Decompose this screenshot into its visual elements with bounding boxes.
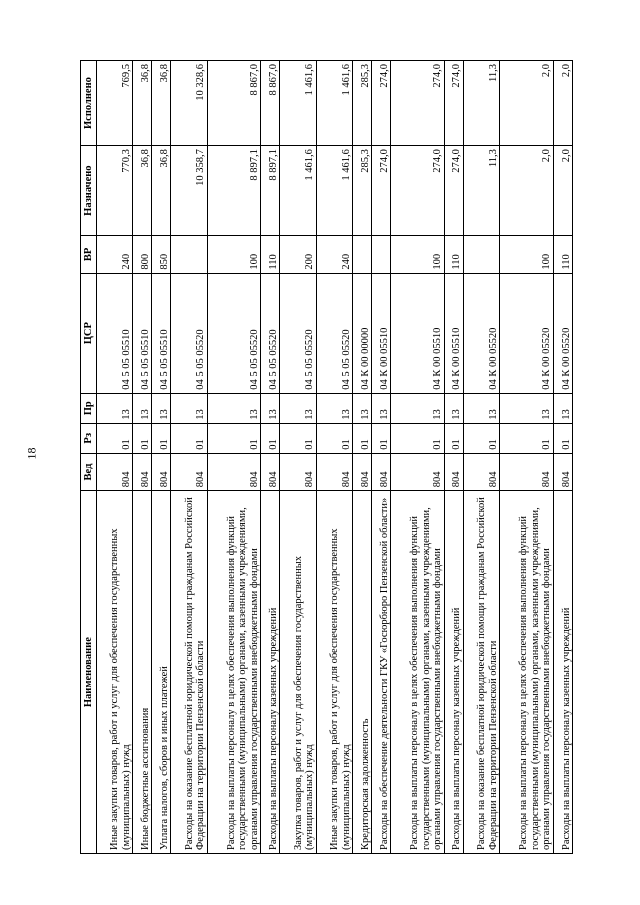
row-name: Расходы на оказание бесплатной юридической помощи гражданам Российской Федерации на территории Пензенской области [171, 491, 207, 854]
row-rz: 01 [316, 423, 352, 453]
table-row [500, 61, 554, 854]
table-row [171, 61, 207, 854]
row-ved: 804 [97, 453, 133, 491]
row-ved: 804 [500, 453, 554, 491]
table-row [97, 61, 133, 854]
row-pr: 13 [553, 393, 572, 423]
row-name: Закупка товаров, работ и услуг для обеспечения государственных (муниципальных) нужд [280, 491, 316, 854]
row-assigned: 274,0 [444, 146, 463, 236]
row-assigned: 770,3 [97, 146, 133, 236]
header-ved: Вед [81, 453, 97, 491]
table-row [372, 61, 391, 854]
row-executed: 1 461,6 [280, 61, 316, 146]
row-assigned: 2,0 [553, 146, 572, 236]
header-csr: ЦСР [81, 273, 97, 393]
row-vr: 100 [500, 236, 554, 274]
header-vr: ВР [81, 236, 97, 274]
table-row [553, 61, 572, 854]
table-row [152, 61, 171, 854]
header-assigned: Назначено [81, 146, 97, 236]
row-csr: 04 К 00 05520 [500, 273, 554, 393]
row-rz: 01 [171, 423, 207, 453]
row-pr: 13 [444, 393, 463, 423]
row-assigned: 8 897,1 [261, 146, 280, 236]
header-rz: Рз [81, 423, 97, 453]
header-pr: Пр [81, 393, 97, 423]
page-number: 18 [24, 447, 39, 460]
row-ved: 804 [316, 453, 352, 491]
row-pr: 13 [152, 393, 171, 423]
row-ved: 804 [280, 453, 316, 491]
row-name: Расходы на обеспечение деятельности ГКУ «Госюрбюро Пензенской области» [372, 491, 391, 854]
row-ved: 804 [444, 453, 463, 491]
row-assigned: 274,0 [372, 146, 391, 236]
table-row [353, 61, 372, 854]
row-name: Расходы на выплаты персоналу в целях обеспечения выполнения функций государственными (муниципальными) органами, казенными учреждениями, органами управления государственными внебюджетными фондами [207, 491, 261, 854]
row-name: Уплата налогов, сборов и иных платежей [152, 491, 171, 854]
row-executed: 274,0 [391, 61, 445, 146]
row-name: Расходы на выплаты персоналу казенных учреждений [261, 491, 280, 854]
row-pr: 13 [500, 393, 554, 423]
row-executed: 769,5 [97, 61, 133, 146]
row-csr: 04 5 05 05520 [171, 273, 207, 393]
row-csr: 04 К 00 00000 [353, 273, 372, 393]
budget-table [80, 60, 573, 854]
row-executed: 274,0 [444, 61, 463, 146]
row-csr: 04 5 05 05520 [280, 273, 316, 393]
row-ved: 804 [261, 453, 280, 491]
rotated-page [80, 60, 573, 854]
row-assigned: 8 897,1 [207, 146, 261, 236]
row-name: Иные закупки товаров, работ и услуг для обеспечения государственных (муниципальных) нужд [97, 491, 133, 854]
row-name: Расходы на выплаты персоналу в целях обеспечения выполнения функций государственными (муниципальными) органами, казенными учреждениями, органами управления государственными внебюджетными фондами [500, 491, 554, 854]
row-executed: 8 867,0 [261, 61, 280, 146]
row-assigned: 11,3 [463, 146, 499, 236]
row-vr: 100 [207, 236, 261, 274]
row-ved: 804 [553, 453, 572, 491]
row-executed: 2,0 [553, 61, 572, 146]
row-ved: 804 [463, 453, 499, 491]
row-rz: 01 [372, 423, 391, 453]
row-rz: 01 [261, 423, 280, 453]
row-executed: 2,0 [500, 61, 554, 146]
row-assigned: 10 358,7 [171, 146, 207, 236]
row-csr: 04 5 05 05510 [133, 273, 152, 393]
row-rz: 01 [500, 423, 554, 453]
row-assigned: 1 461,6 [280, 146, 316, 236]
row-vr: 110 [261, 236, 280, 274]
row-rz: 01 [280, 423, 316, 453]
row-pr: 13 [261, 393, 280, 423]
row-csr: 04 5 05 05510 [97, 273, 133, 393]
table-header-row [81, 61, 97, 854]
row-pr: 13 [353, 393, 372, 423]
row-csr: 04 К 00 05510 [391, 273, 445, 393]
row-pr: 13 [316, 393, 352, 423]
table-row [133, 61, 152, 854]
row-rz: 01 [207, 423, 261, 453]
row-ved: 804 [207, 453, 261, 491]
row-pr: 13 [97, 393, 133, 423]
row-pr: 13 [391, 393, 445, 423]
row-assigned: 36,8 [133, 146, 152, 236]
row-vr: 240 [316, 236, 352, 274]
row-rz: 01 [152, 423, 171, 453]
row-csr: 04 К 00 05510 [372, 273, 391, 393]
table-row [316, 61, 352, 854]
row-csr: 04 К 00 05510 [444, 273, 463, 393]
row-executed: 1 461,6 [316, 61, 352, 146]
row-assigned: 285,3 [353, 146, 372, 236]
row-name: Расходы на оказание бесплатной юридической помощи гражданам Российской Федерации на территории Пензенской области [463, 491, 499, 854]
row-ved: 804 [372, 453, 391, 491]
row-executed: 11,3 [463, 61, 499, 146]
row-csr: 04 5 05 05520 [261, 273, 280, 393]
row-name: Иные бюджетные ассигнования [133, 491, 152, 854]
table-row [261, 61, 280, 854]
row-executed: 285,3 [353, 61, 372, 146]
row-pr: 13 [207, 393, 261, 423]
row-assigned: 274,0 [391, 146, 445, 236]
row-assigned: 36,8 [152, 146, 171, 236]
row-executed: 8 867,0 [207, 61, 261, 146]
row-name: Иные закупки товаров, работ и услуг для обеспечения государственных (муниципальных) нужд [316, 491, 352, 854]
row-executed: 36,8 [152, 61, 171, 146]
row-vr [171, 236, 207, 274]
row-ved: 804 [353, 453, 372, 491]
row-assigned: 2,0 [500, 146, 554, 236]
row-csr: 04 5 05 05510 [152, 273, 171, 393]
row-rz: 01 [391, 423, 445, 453]
row-executed: 10 328,6 [171, 61, 207, 146]
row-csr: 04 К 00 05520 [463, 273, 499, 393]
row-assigned: 1 461,6 [316, 146, 352, 236]
header-executed: Исполнено [81, 61, 97, 146]
row-pr: 13 [280, 393, 316, 423]
row-name: Расходы на выплаты персоналу казенных учреждений [553, 491, 572, 854]
row-rz: 01 [97, 423, 133, 453]
header-name: Наименование [81, 491, 97, 854]
row-vr [463, 236, 499, 274]
row-name: Расходы на выплаты персоналу казенных учреждений [444, 491, 463, 854]
row-pr: 13 [463, 393, 499, 423]
row-vr: 240 [97, 236, 133, 274]
row-csr: 04 К 00 05520 [553, 273, 572, 393]
row-ved: 804 [391, 453, 445, 491]
row-executed: 274,0 [372, 61, 391, 146]
row-vr: 110 [553, 236, 572, 274]
row-name: Расходы на выплаты персоналу в целях обеспечения выполнения функций государственными (муниципальными) органами, казенными учреждениями, органами управления государственными внебюджетными фондами [391, 491, 445, 854]
row-ved: 804 [171, 453, 207, 491]
row-pr: 13 [372, 393, 391, 423]
table-row [207, 61, 261, 854]
row-ved: 804 [152, 453, 171, 491]
row-vr [353, 236, 372, 274]
row-rz: 01 [353, 423, 372, 453]
row-vr: 200 [280, 236, 316, 274]
row-rz: 01 [553, 423, 572, 453]
row-vr: 800 [133, 236, 152, 274]
row-vr: 110 [444, 236, 463, 274]
row-pr: 13 [133, 393, 152, 423]
table-row [280, 61, 316, 854]
row-csr: 04 5 05 05520 [316, 273, 352, 393]
row-ved: 804 [133, 453, 152, 491]
row-csr: 04 5 05 05520 [207, 273, 261, 393]
row-name: Кредиторская задолженность [353, 491, 372, 854]
row-vr: 100 [391, 236, 445, 274]
row-rz: 01 [463, 423, 499, 453]
row-executed: 36,8 [133, 61, 152, 146]
table-row [444, 61, 463, 854]
table-row [391, 61, 445, 854]
row-rz: 01 [444, 423, 463, 453]
row-vr: 850 [152, 236, 171, 274]
table-row [463, 61, 499, 854]
row-pr: 13 [171, 393, 207, 423]
row-vr [372, 236, 391, 274]
row-rz: 01 [133, 423, 152, 453]
